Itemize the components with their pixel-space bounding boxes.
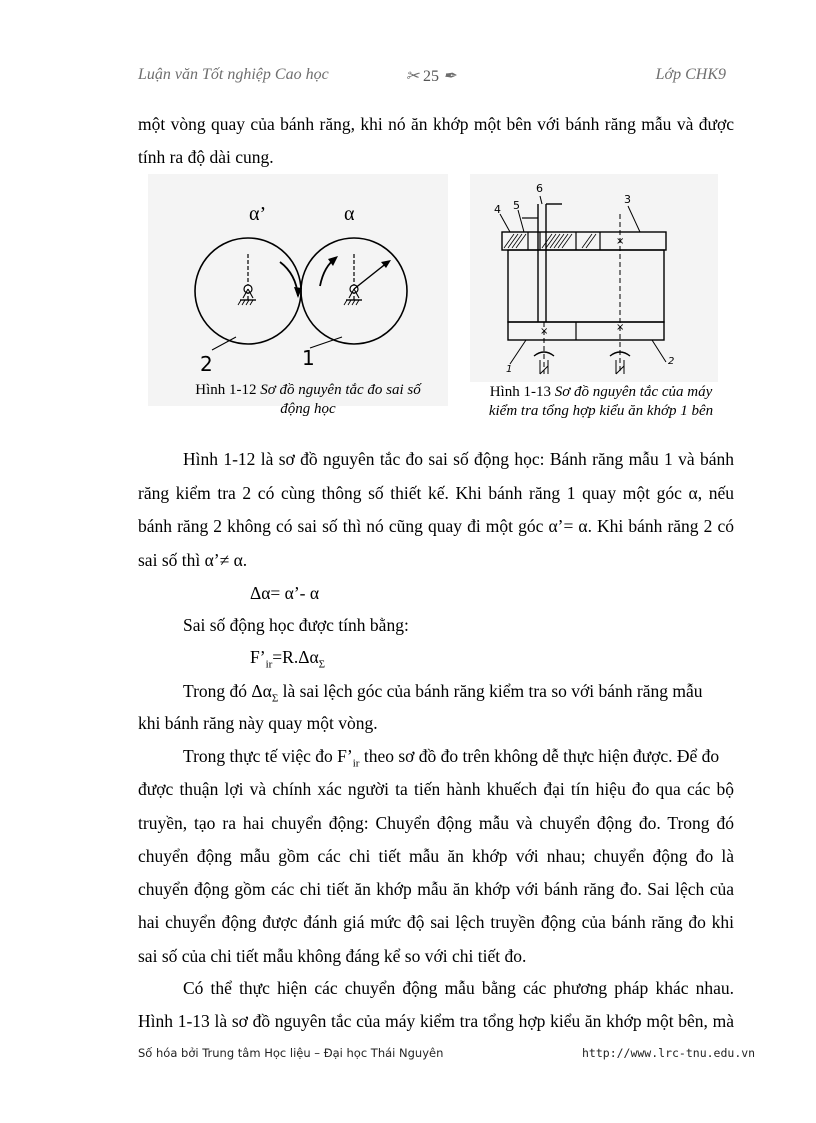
paragraph-2-line-1 [138,680,734,705]
paragraph-3-line-4: chuyển động mẫu gồm các chi tiết mẫu ăn khớp với nhau; chuyển động đo là [138,846,734,866]
paragraph-3-line-2: được thuận lợi và chính xác người ta tiến hành khuếch đại tín hiệu đo qua các bộ [138,779,734,799]
paragraph-2-line-1-b: là sai lệch góc của bánh răng kiểm tra so với bánh răng mẫu [278,681,703,701]
figure-1-12-diagram [148,174,448,406]
paragraph-2-line-1-a: Trong đó Δα [183,681,272,701]
formula-2-rhs-sub: Σ [318,658,326,671]
running-header-class: Lớp CHK9 [655,66,726,83]
label-part-3: 3 [624,193,631,206]
label-part-4: 4 [494,203,501,216]
page-number [376,66,486,86]
scissors-left-icon: ✂ [405,68,419,85]
label-part-2: 2 [668,356,675,367]
running-header-title: Luận văn Tốt nghiệp Cao học [138,66,329,83]
figure-1-12-caption-title-b: động học [280,401,336,417]
svg-text:×: × [540,326,549,337]
label-alpha-prime: α’ [249,203,267,225]
label-part-6: 6 [536,182,543,195]
label-part-5: 5 [513,199,520,212]
page-number-value: 25 [423,68,439,85]
paragraph-3-line-1-b: theo sơ đồ đo trên không dễ thực hiện được. Để đo [359,746,720,766]
footer-source: Số hóa bởi Trung tâm Học liệu – Đại học Thái Nguyên [138,1046,444,1060]
paragraph-3-line-1 [138,745,734,770]
figure-1-13-caption-title-b: kiểm tra tổng hợp kiểu ăn khớp 1 bên [488,403,714,419]
paragraph-3-line-1-sub: ir [352,757,360,770]
paragraph-1-line-3: bánh răng 2 không có sai số thì nó cũng quay đi một góc α’= α. Khi bánh răng 2 có [138,516,734,536]
formula-delta-alpha: Δα= α’- α [250,583,320,603]
intro-line-2: tính ra độ dài cung. [138,147,274,167]
label-gear-2: 2 [200,352,213,376]
paragraph-1-line-2: răng kiểm tra 2 có cùng thông số thiết kế. Khi bánh răng 1 quay một góc α, nếu [138,483,734,503]
intro-line-1: một vòng quay của bánh răng, khi nó ăn khớp một bên với bánh răng mẫu và được [138,114,734,134]
paragraph-3-line-7: sai số của chi tiết mẫu không đáng kể so với chi tiết đo. [138,946,527,966]
formula-2-lhs-sub: ir [265,658,273,671]
svg-text:×: × [616,322,625,333]
paragraph-3-line-3: truyền, tạo ra hai chuyển động: Chuyển động mẫu và chuyển động đo. Trong đó [138,813,734,833]
svg-text:×: × [616,236,625,247]
formula-intro: Sai số động học được tính bằng: [183,615,409,635]
formula-kinematic-error [250,646,326,671]
label-gear-1: 1 [302,346,315,370]
paragraph-3-line-6: hai chuyển động được đánh giá mức độ sai lệch truyền động của bánh răng đo khi [138,912,734,932]
figure-1-13-caption [470,383,732,421]
paragraph-1-line-4: sai số thì α’≠ α. [138,550,248,570]
formula-2-lhs: F’ [250,647,266,667]
paragraph-4-line-2: Hình 1-13 là sơ đồ nguyên tắc của máy kiểm tra tổng hợp kiểu ăn khớp một bên, mà [138,1011,734,1031]
paragraph-2-line-1-sub: Σ [271,692,279,705]
figure-1-12-caption [168,381,448,419]
label-alpha: α [344,203,355,225]
formula-2-rhs: =R.Δα [272,647,319,667]
figure-1-13-caption-title-a: Sơ đồ nguyên tắc của máy [554,384,713,400]
paragraph-4-line-1: Có thể thực hiện các chuyển động mẫu bằng các phương pháp khác nhau. [183,978,734,998]
label-part-1: 1 [506,364,513,375]
figure-1-12-caption-title-a: Sơ đồ nguyên tắc đo sai số [260,382,421,398]
paragraph-2-line-2: khi bánh răng này quay một vòng. [138,713,378,733]
paragraph-3-line-5: chuyển động gồm các chi tiết ăn khớp mẫu ăn khớp với bánh răng đo. Sai lệch của [138,879,734,899]
footer-url[interactable]: http://www.lrc-tnu.edu.vn [582,1046,756,1060]
figure-1-13-caption-number: Hình 1-13 [489,384,551,400]
figure-1-12-caption-number: Hình 1-12 [195,382,257,398]
paragraph-1-line-1: Hình 1-12 là sơ đồ nguyên tắc đo sai số động học: Bánh răng mẫu 1 và bánh [183,449,734,469]
paragraph-3-line-1-a: Trong thực tế việc đo F’ [183,746,353,766]
pen-nib-icon: ✒ [443,68,457,85]
figure-1-13-diagram [470,174,718,382]
